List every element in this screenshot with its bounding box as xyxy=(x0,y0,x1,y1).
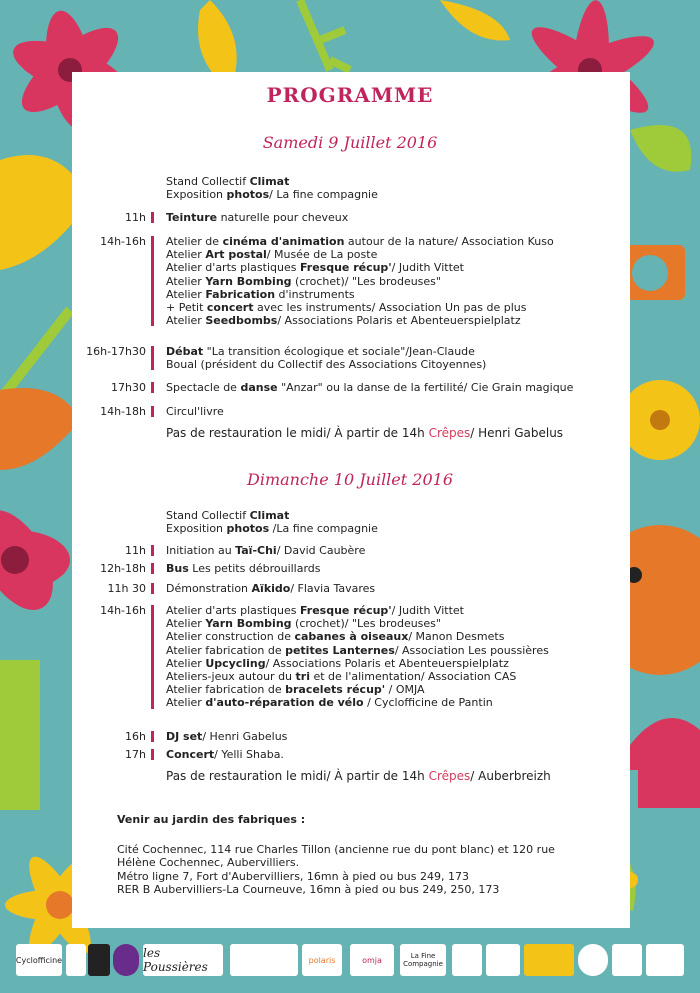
highlight-text: Teinture xyxy=(166,211,218,224)
time-bar xyxy=(151,545,154,556)
highlight-text: Climat xyxy=(249,509,290,522)
program-line xyxy=(166,188,378,201)
program-line xyxy=(166,345,475,358)
text-segment: / Cyclofficine de Pantin xyxy=(363,696,493,710)
time-bar xyxy=(151,382,154,393)
program-line xyxy=(166,730,287,743)
text-segment: Atelier xyxy=(166,314,206,328)
time-bar xyxy=(151,749,154,760)
program-line xyxy=(166,562,321,575)
logo-round xyxy=(578,944,608,976)
green-saw-left xyxy=(0,660,40,810)
program-line xyxy=(166,211,348,224)
pink-flower-left xyxy=(0,497,70,622)
time-label: 14h-16h xyxy=(100,235,146,248)
program-line xyxy=(166,683,425,696)
logo-badge xyxy=(452,944,482,976)
yellow-leaf-topright xyxy=(440,0,510,41)
program-line xyxy=(166,405,224,418)
highlight-text: concert xyxy=(206,301,254,314)
highlight-text: Fabrication xyxy=(205,287,276,301)
logo-mark xyxy=(66,944,86,976)
text-segment: / OMJA xyxy=(385,683,425,697)
text-segment: /La fine compagnie xyxy=(269,522,378,536)
venue-heading: Venir au jardin des fabriques : xyxy=(117,813,306,826)
highlight-text: Seedbombs xyxy=(205,314,278,328)
program-line xyxy=(166,301,526,314)
time-label: 16h xyxy=(125,730,146,743)
time-bar xyxy=(151,605,154,709)
text-segment: Ateliers-jeux autour du xyxy=(166,670,296,683)
time-bar xyxy=(151,563,154,574)
time-bar xyxy=(151,236,154,326)
text-segment: Pas de restauration le midi/ À partir de 14h xyxy=(166,769,429,783)
highlight-text: Aïkido xyxy=(251,582,291,595)
highlight-text: d'auto-réparation de vélo xyxy=(205,696,364,710)
text-segment: Démonstration xyxy=(166,582,252,595)
text-segment: / Yelli Shaba. xyxy=(214,748,284,761)
time-label: 11h xyxy=(125,211,146,224)
text-segment: / Associations Polaris et Abenteuerspielplatz xyxy=(265,656,509,670)
time-label: 16h-17h30 xyxy=(86,345,146,358)
text-segment: Atelier xyxy=(166,274,206,288)
text-segment: Atelier construction de xyxy=(166,630,295,644)
text-segment: Atelier xyxy=(166,696,206,710)
text-segment: / Henri Gabelus xyxy=(202,730,288,743)
highlight-text: Fresque récup' xyxy=(299,261,392,275)
time-bar xyxy=(151,583,154,594)
text-segment: / Auberbreizh xyxy=(470,769,551,783)
program-line xyxy=(166,582,375,595)
logo-les-poussieres: les Poussières xyxy=(143,944,223,976)
highlight-text: Yarn Bombing xyxy=(205,274,292,288)
highlight-text: Bus xyxy=(166,562,189,575)
highlight-text: photos xyxy=(226,188,270,202)
program-line xyxy=(166,630,504,643)
highlight-text: Climat xyxy=(249,175,290,188)
text-segment: et de l'alimentation/ Association CAS xyxy=(309,670,517,683)
program-line xyxy=(166,604,464,617)
logo-cyclofficine: Cyclofficine xyxy=(16,944,62,976)
logo-badge xyxy=(486,944,520,976)
program-line xyxy=(166,644,549,657)
text-segment: Atelier xyxy=(166,617,206,631)
text-segment: Circul'livre xyxy=(166,405,224,418)
text-segment: Atelier xyxy=(166,248,206,262)
venue-line: Cité Cochennec, 114 rue Charles Tillon (ancienne rue du pont blanc) et 120 rue xyxy=(117,843,555,856)
venue-line: Métro ligne 7, Fort d'Aubervilliers, 16mn à pied ou bus 249, 173 xyxy=(117,870,469,883)
program-line xyxy=(166,696,493,709)
text-segment: / Judith Vittet xyxy=(391,604,464,617)
text-segment: + Petit xyxy=(166,301,207,314)
text-segment: (crochet)/ "Les brodeuses" xyxy=(291,274,441,288)
time-bar xyxy=(151,346,154,370)
program-line xyxy=(166,275,441,288)
text-segment: Pas de restauration le midi/ À partir de 14h xyxy=(166,426,429,440)
text-segment: "Anzar" ou la danse de la fertilité/ Cie Grain magique xyxy=(277,381,574,394)
program-line xyxy=(166,235,554,248)
highlight-text: Upcycling xyxy=(205,656,266,670)
program-line xyxy=(166,748,284,761)
text-segment: / Flavia Tavares xyxy=(290,582,376,595)
program-line xyxy=(166,288,355,301)
program-line xyxy=(166,427,563,440)
text-segment: Crêpes xyxy=(428,426,471,440)
highlight-text: bracelets récup' xyxy=(285,683,386,697)
time-label: 17h30 xyxy=(111,381,146,394)
program-line xyxy=(166,617,441,630)
text-segment: naturelle pour cheveux xyxy=(217,211,349,224)
logo-omja: omja xyxy=(350,944,394,976)
orange-leaf-left xyxy=(0,388,80,470)
text-segment: Les petits débrouillards xyxy=(188,562,321,575)
program-line xyxy=(166,670,516,683)
logo-dark xyxy=(88,944,110,976)
text-segment: Stand Collectif xyxy=(166,509,250,522)
cupcake-illustration xyxy=(630,718,700,808)
logo-yellow xyxy=(524,944,574,976)
program-line xyxy=(166,175,289,188)
program-line xyxy=(166,314,521,327)
logo-purple xyxy=(113,944,139,976)
program-line xyxy=(166,248,377,261)
highlight-text: petites Lanternes xyxy=(285,643,395,657)
time-label: 11h xyxy=(125,544,146,557)
text-segment: Stand Collectif xyxy=(166,175,250,188)
logo-badge xyxy=(646,944,684,976)
program-line xyxy=(166,522,378,535)
highlight-text: Débat xyxy=(166,345,204,358)
text-segment: Atelier d'arts plastiques xyxy=(166,604,300,617)
highlight-text: cabanes à oiseaux xyxy=(294,630,409,644)
logo-badge xyxy=(612,944,642,976)
text-segment: Atelier fabrication de xyxy=(166,643,286,657)
highlight-text: danse xyxy=(240,381,278,394)
text-segment: d'instruments xyxy=(275,287,355,301)
highlight-text: Fresque récup' xyxy=(299,604,392,617)
text-segment: autour de la nature/ Association Kuso xyxy=(344,235,554,248)
text-segment: / Judith Vittet xyxy=(391,261,464,275)
time-label: 12h-18h xyxy=(100,562,146,575)
highlight-text: Yarn Bombing xyxy=(205,617,292,631)
program-line xyxy=(166,657,509,670)
program-line xyxy=(166,381,573,394)
day-heading: Samedi 9 Juillet 2016 xyxy=(262,133,438,152)
text-segment: / David Caubère xyxy=(276,544,366,557)
program-line xyxy=(166,544,365,557)
program-line xyxy=(166,261,464,274)
text-segment: (crochet)/ "Les brodeuses" xyxy=(291,617,441,631)
text-segment: Atelier xyxy=(166,656,206,670)
green-brush-left xyxy=(0,310,70,400)
logo-polaris: polaris xyxy=(302,944,342,976)
logo-circles xyxy=(230,944,298,976)
time-label: 14h-16h xyxy=(100,604,146,617)
text-segment: Atelier de xyxy=(166,235,223,248)
highlight-text: tri xyxy=(295,670,310,683)
highlight-text: DJ set xyxy=(166,730,203,743)
text-segment: Initiation au xyxy=(166,544,236,557)
day-heading: Dimanche 10 Juillet 2016 xyxy=(247,470,453,489)
text-segment: Exposition xyxy=(166,522,227,536)
text-segment: Atelier fabrication de xyxy=(166,683,286,697)
highlight-text: Concert xyxy=(166,748,215,761)
text-segment: Atelier d'arts plastiques xyxy=(166,261,300,275)
highlight-text: photos xyxy=(226,522,270,536)
program-line xyxy=(166,509,289,522)
program-line xyxy=(166,358,486,371)
text-segment: / Association Les poussières xyxy=(394,643,549,657)
time-bar xyxy=(151,731,154,742)
text-segment: / La fine compagnie xyxy=(269,188,378,202)
logo-la-fine-compagnie: La Fine Compagnie xyxy=(400,944,446,976)
highlight-text: cinéma d'animation xyxy=(222,235,345,248)
green-sprig-top xyxy=(300,0,350,70)
text-segment: / Manon Desmets xyxy=(408,630,505,644)
venue-line: RER B Aubervilliers-La Courneuve, 16mn à pied ou bus 249, 250, 173 xyxy=(117,883,500,896)
text-segment: Atelier xyxy=(166,287,206,301)
text-segment: Exposition xyxy=(166,188,227,202)
text-segment: / Henri Gabelus xyxy=(470,426,564,440)
text-segment: / Associations Polaris et Abenteuerspielplatz xyxy=(277,314,521,328)
text-segment: avec les instruments/ Association Un pas de plus xyxy=(253,301,527,314)
text-segment: "La transition écologique et sociale"/Jean-Claude xyxy=(203,345,475,358)
time-bar xyxy=(151,406,154,417)
text-segment: Spectacle de xyxy=(166,381,241,394)
highlight-text: Taï-Chi xyxy=(235,544,277,557)
time-label: 17h xyxy=(125,748,146,761)
page-title: PROGRAMME xyxy=(266,83,434,107)
text-segment: Crêpes xyxy=(428,769,471,783)
text-segment: Boual (président du Collectif des Associations Citoyennes) xyxy=(166,358,487,372)
program-line xyxy=(166,770,551,783)
highlight-text: Art postal xyxy=(205,248,267,262)
time-label: 14h-18h xyxy=(100,405,146,418)
time-bar xyxy=(151,212,154,223)
text-segment: / Musée de La poste xyxy=(266,248,378,262)
venue-line: Hélène Cochennec, Aubervilliers. xyxy=(117,856,300,869)
time-label: 11h 30 xyxy=(107,582,146,595)
